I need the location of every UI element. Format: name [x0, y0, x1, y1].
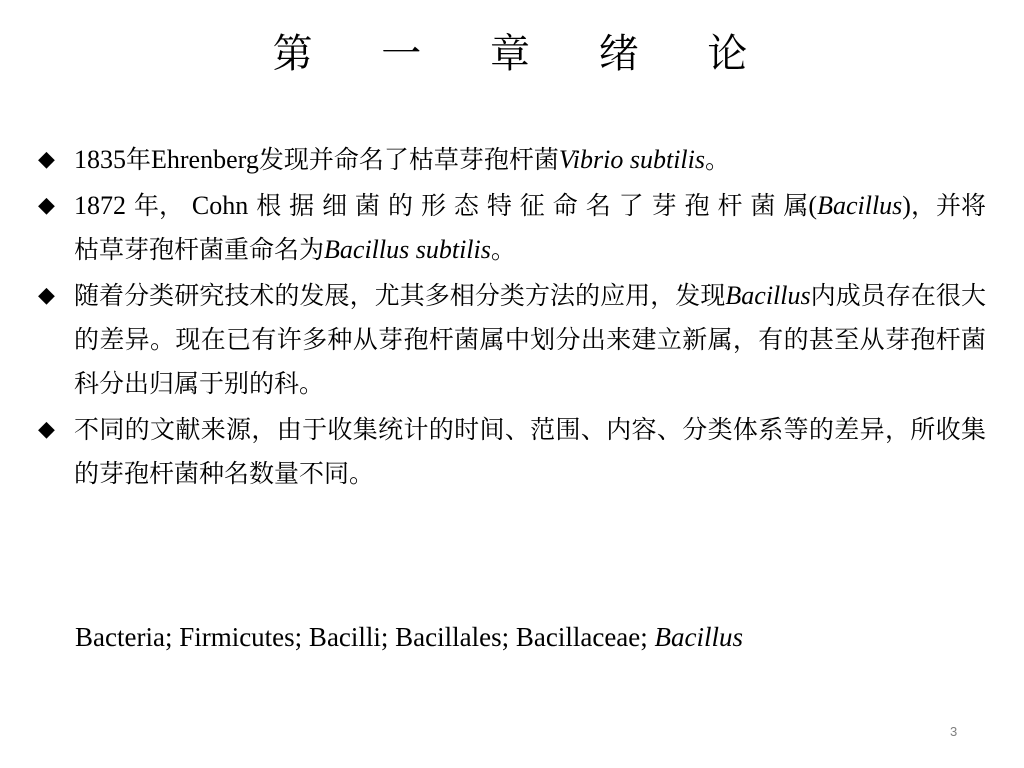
lineage-text: Bacteria; Firmicutes; Bacilli; Bacillales; Bacillaceae; — [75, 622, 655, 652]
diamond-bullet-icon: ◆ — [38, 417, 55, 442]
species-name: Bacillus subtilis — [324, 235, 491, 264]
text: 年， — [126, 191, 192, 220]
diamond-bullet-icon: ◆ — [38, 147, 55, 172]
text: 不同的文献来源，由于收集统计的时间、范围、内容、分类体系等的差异，所收集的芽孢杆菌种名数量不同。 — [74, 415, 986, 488]
text: 年 — [126, 145, 152, 174]
scientist-name: Ehrenberg — [151, 145, 259, 174]
text: 发现并命名了枯草芽孢杆菌 — [258, 145, 559, 174]
bullet-item-3 — [38, 274, 986, 406]
text: 内成员存在很大的差异。现在已有许多种从芽孢杆菌属中划分出来建立新属，有的甚至从芽孢杆菌科分出归属于别的科。 — [74, 281, 986, 398]
diamond-bullet-icon: ◆ — [38, 283, 55, 308]
bullet-item-4 — [38, 408, 986, 496]
species-name: Vibrio subtilis — [558, 145, 705, 174]
year: 1835 — [74, 145, 126, 174]
text: 根 据 细 菌 的 形 态 特 征 命 名 了 芽 孢 杆 菌 属 — [248, 191, 809, 220]
genus-name: Bacillus — [725, 281, 811, 310]
text: 。 — [490, 235, 516, 264]
paren: ( — [808, 191, 818, 220]
text: ，并将枯草芽孢杆菌重命名为 — [74, 191, 986, 264]
bullet-item-1 — [38, 138, 986, 182]
genus-name: Bacillus — [817, 191, 903, 220]
text: 随着分类研究技术的发展，尤其多相分类方法的应用，发现 — [74, 281, 726, 310]
text: 。 — [705, 145, 731, 174]
diamond-bullet-icon: ◆ — [38, 193, 55, 218]
slide-title: 第 一 章 绪 论 — [272, 31, 776, 77]
taxonomy-lineage — [75, 622, 743, 653]
bullet-list — [38, 138, 986, 498]
year: 1872 — [74, 191, 126, 220]
scientist-name: Cohn — [191, 191, 249, 220]
paren: ) — [902, 191, 911, 220]
bullet-item-2 — [38, 184, 986, 272]
page-number: 3 — [950, 724, 958, 739]
genus-name: Bacillus — [654, 622, 744, 652]
